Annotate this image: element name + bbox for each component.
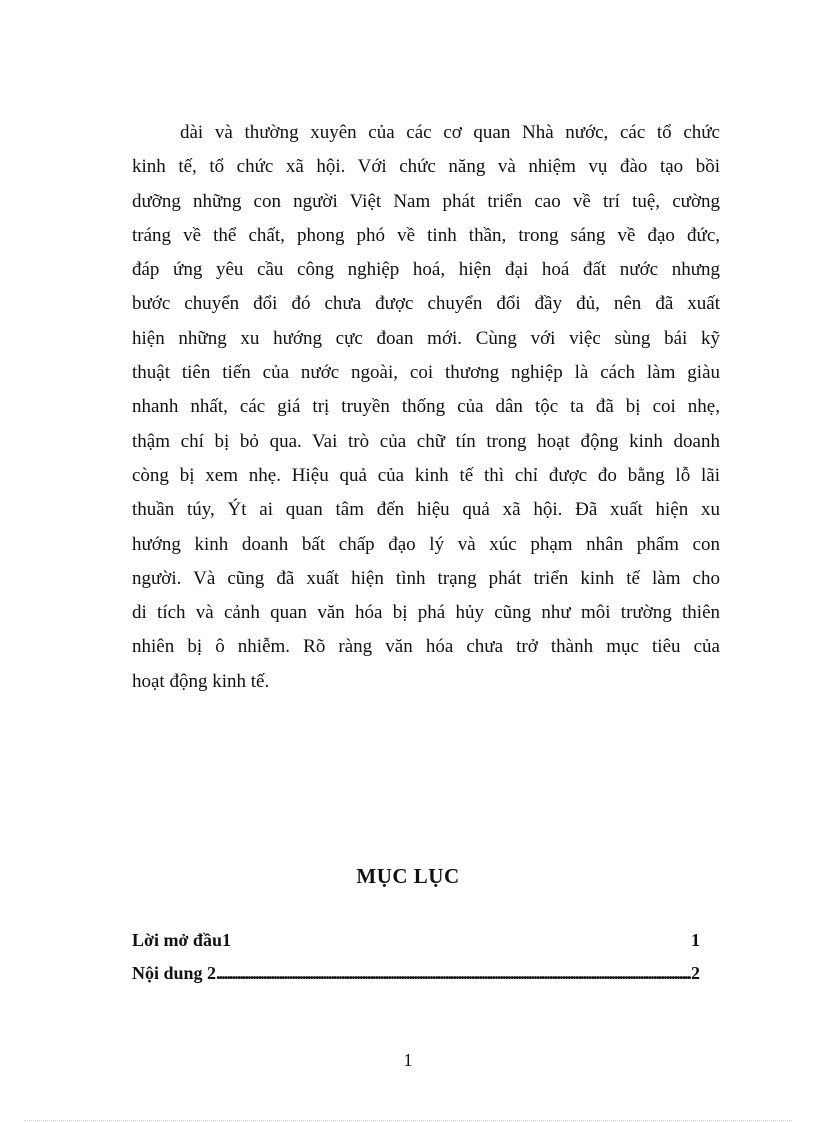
toc-dot-leader (216, 963, 691, 984)
toc-entry-page: 1 (691, 930, 700, 950)
paragraph-line: nhiên bị ô nhiễm. Rõ ràng văn hóa chưa trở thành mục tiêu của (132, 636, 720, 658)
toc-title: MỤC LỤC (356, 864, 460, 888)
paragraph-line: kinh tế, tổ chức xã hội. Với chức năng và nhiệm vụ đào tạo bồi (132, 156, 720, 178)
paragraph-line: đáp ứng yêu cầu công nghiệp hoá, hiện đại hoá đất nước nhưng (132, 259, 720, 281)
toc-entry-introduction[interactable] (132, 930, 700, 963)
paragraph-line: nhanh nhất, các giá trị truyền thống của dân tộc ta đã bị coi nhẹ, (132, 396, 720, 418)
paragraph-line: bước chuyển đổi đó chưa được chuyển đổi đầy đủ, nên đã xuất (132, 293, 720, 315)
paragraph-line: thuật tiên tiến của nước ngoài, coi thương nghiệp là cách làm giàu (132, 362, 720, 384)
paragraph-line: còng bị xem nhẹ. Hiệu quả của kinh tế thì chỉ được đo bằng lỗ lãi (132, 464, 720, 486)
toc-entry-page: 2 (691, 963, 700, 983)
paragraph-line: thuần túy, Ýt ai quan tâm đến hiệu quả xã hội. Đã xuất hiện xu (132, 499, 720, 521)
paragraph-line: người. Và cũng đã xuất hiện tình trạng phát triển kinh tế làm cho (132, 567, 720, 589)
paragraph-line: thậm chí bị bỏ qua. Vai trò của chữ tín trong hoạt động kinh doanh (132, 430, 720, 452)
table-of-contents (132, 930, 700, 996)
toc-entry-label: Nội dung 2 (132, 963, 217, 983)
page-bottom-divider (24, 1120, 792, 1121)
paragraph-line: di tích và cảnh quan văn hóa bị phá hủy cũng như môi trường thiên (132, 602, 720, 624)
toc-entry-content[interactable] (132, 963, 700, 996)
paragraph-line: hướng kinh doanh bất chấp đạo lý và xúc phạm nhân phẩm con (132, 533, 720, 555)
toc-entry-label: Lời mở đầu1 (132, 930, 231, 950)
body-paragraph (132, 116, 720, 699)
page-number: 1 (403, 1050, 413, 1070)
paragraph-line: dài và thường xuyên của các cơ quan Nhà nước, các tổ chức (180, 122, 720, 143)
paragraph-line: dưỡng những con người Việt Nam phát triển cao về trí tuệ, cường (132, 190, 720, 212)
paragraph-line: hiện những xu hướng cực đoan mới. Cùng với việc sùng bái kỹ (132, 327, 720, 349)
paragraph-line: hoạt động kinh tế. (132, 670, 270, 692)
paragraph-line: tráng về thể chất, phong phó về tinh thần, trong sáng về đạo đức, (132, 224, 720, 246)
